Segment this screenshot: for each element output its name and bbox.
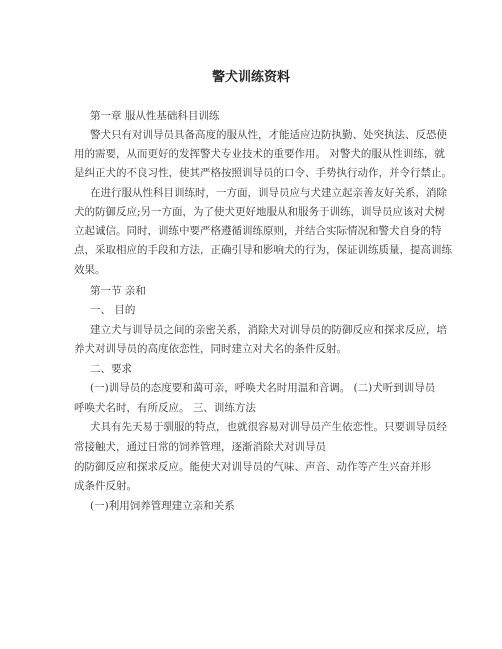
paragraph-line: 用的需要，从而更好的发挥警犬专业技术的重要作用。 对警犬的服从性训练，就 [74,148,445,160]
paragraph-line: 警犬只有对训导员具备高度的服从性，才能适应边防执勤、处突执法、反恐使 [90,129,447,141]
paragraph-line: 养犬对训导员的高度依恋性，同时建立对犬名的条件反射。 [74,343,347,355]
paragraph-line: 立起诚信。同时，训练中要严格遵循训练原则，并结合实际情况和警犬自身的特 [74,225,442,237]
paragraph-line: 呼唤犬名时，有所反应。 三、训练方法 [74,402,256,414]
paragraph-line: 在进行服从性科目训练时，一方面，训导员应与犬建立起亲善友好关系，消除 [90,187,447,199]
document-title: 警犬训练资料 [211,70,290,85]
subsection-heading: (一)利用饲养管理建立亲和关系 [90,500,235,512]
paragraph-line: 效果。 [74,264,106,276]
paragraph-line: (一)训导员的态度要和蔼可亲，呼唤犬名时用温和音调。 (二)犬听到训导员 [90,382,436,394]
paragraph-line: 犬具有先天易于驯服的特点，也就很容易对训导员产生依恋性。只要训导员经 [90,421,447,433]
paragraph-line: 建立犬与训导员之间的亲密关系，消除犬对训导员的防御反应和探求反应，培 [90,324,447,336]
section-heading: 第一节 亲和 [90,285,146,297]
paragraph-line: 的防御反应和探求反应。能使犬对训导员的气味、声音、动作等产生兴奋并形 [74,461,431,473]
paragraph-line: 成条件反射。 [74,480,137,492]
subsection-heading: 二、要求 [90,363,132,375]
paragraph-line: 是纠正犬的不良习性，使其严格按照训导员的口令、手势执行动作，并令行禁止。 [74,167,452,179]
chapter-heading: 第一章 服从性基础科目训练 [90,110,220,122]
subsection-heading: 一、 目的 [90,304,136,316]
paragraph-line: 犬的防御反应;另一方面，为了使犬更好地服从和服务于训练，训导员应该对犬树 [74,206,446,218]
paragraph-line: 常接触犬，通过日常的饲养管理，逐渐消除犬对训导员 [74,441,326,453]
paragraph-line: 点，采取相应的手段和方法，正确引导和影响犬的行为，保证训练质量，提高训练 [74,244,452,256]
